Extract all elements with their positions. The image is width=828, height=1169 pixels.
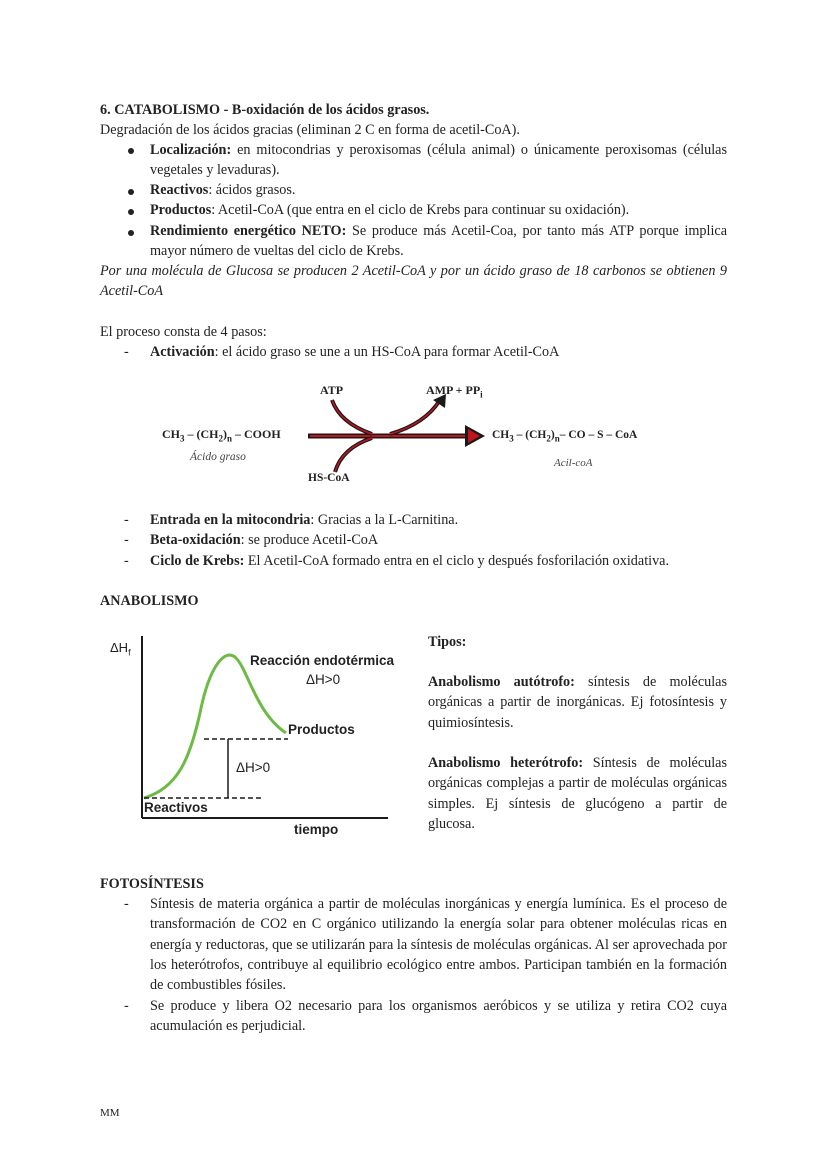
endothermic-energy-graph (108, 628, 418, 848)
productos-label: Productos (288, 722, 355, 737)
steps-intro: El proceso consta de 4 pasos: (100, 324, 267, 340)
bullet-dot (126, 183, 136, 200)
bullet-dot (126, 224, 136, 241)
bullet-productos: Productos: Acetil-CoA (que entra en el ciclo de Krebs para continuar su oxidación). (150, 202, 630, 218)
hscoa-label: HS-CoA (308, 472, 350, 484)
fotosintesis-title: FOTOSÍNTESIS (100, 876, 204, 892)
anabolismo-title: ANABOLISMO (100, 593, 199, 609)
dash: - (124, 998, 129, 1014)
anabolismo-autotrofo: Anabolismo autótrofo: síntesis de moléculas orgánicas a partir de inorgánicas. Ej fotosíntesis y quimiosíntesis. (428, 674, 727, 731)
delta-h-mid: ΔH>0 (236, 760, 271, 775)
section-title: 6. CATABOLISMO - B-oxidación de los ácidos grasos. (100, 102, 430, 118)
fotosintesis-item: Se produce y libera O2 necesario para los organismos aeróbicos y se utiliza y retira CO2 cuya acumulación es perjudicial. (150, 998, 727, 1035)
fatty-acid-formula: $CH_3 - (CH_2)_n$ – COOH (162, 427, 281, 444)
anabolismo-heterotrofo: Anabolismo heterótrofo: Síntesis de moléculas orgánicas complejas a partir de moléculas orgánicas simples. Ej síntesis de glucógeno a partir de glucosa. (428, 755, 728, 832)
amp-label: AMP + $PP_i$ (426, 383, 483, 400)
acylcoa-formula: $CH_3 - (CH_2)_n-$ CO – S – CoA (492, 429, 638, 444)
dash: - (124, 553, 129, 569)
dash: - (124, 896, 129, 912)
dash: - (124, 344, 129, 360)
fotosintesis-item: Síntesis de materia orgánica a partir de moléculas inorgánicas y energía lumínica. Es el proceso de transformación de CO2 en C orgánico utilizando la energía solar para obtener moléculas ricas en energía y reductoras, que se utilizarán para la síntesis de moléculas orgánicas. Al ser aprovechada por los heterótrofos, contribuye al equilibrio ecológico entre ambos. Participan también en la formación de combustibles fósiles. (150, 896, 727, 994)
activation-reaction-diagram (150, 378, 670, 488)
step-beta: Beta-oxidación: se produce Acetil-CoA (150, 532, 379, 548)
y-axis-label: $\Delta H_f$ (110, 640, 131, 658)
tipos-title: Tipos: (428, 634, 467, 650)
bullet-dot (126, 142, 136, 159)
step-activacion: Activación: el ácido graso se une a un HS-CoA para formar Acetil-CoA (150, 344, 560, 360)
step-entrada: Entrada en la mitocondria: Gracias a la L-Carnitina. (150, 512, 459, 528)
bullet-reactivos: Reactivos: ácidos grasos. (150, 182, 296, 198)
dash: - (124, 512, 129, 528)
x-axis-label: tiempo (294, 822, 339, 837)
dash: - (124, 532, 129, 548)
reactivos-label: Reactivos (144, 800, 208, 815)
bullet-localizacion: Localización: en mitocondrias y peroxisomas (célula animal) o únicamente peroxisomas (células vegetales y levaduras). (150, 142, 727, 179)
reaction-type-label: Reacción endotérmica (250, 653, 395, 668)
atp-label: ATP (320, 383, 344, 397)
section-intro: Degradación de los ácidos gracias (eliminan 2 C en forma de acetil-CoA). (100, 122, 520, 138)
delta-h-top: ΔH>0 (306, 672, 341, 687)
acylcoa-name: Acil-coA (554, 457, 593, 469)
bullet-dot (126, 203, 136, 220)
fatty-acid-name: Ácido graso (190, 451, 246, 463)
footer-initials: MM (100, 1107, 120, 1119)
step-krebs: Ciclo de Krebs: El Acetil-CoA formado entra en el ciclo y después fosforilación oxidativa. (150, 553, 670, 569)
glucose-note: Por una molécula de Glucosa se producen 2 Acetil-CoA y por un ácido graso de 18 carbonos se obtienen 9 Acetil-CoA (100, 263, 727, 300)
bullet-rendimiento: Rendimiento energético NETO: Se produce más Acetil-Coa, por tanto más ATP porque implica mayor número de vueltas del ciclo de Krebs. (150, 223, 728, 260)
